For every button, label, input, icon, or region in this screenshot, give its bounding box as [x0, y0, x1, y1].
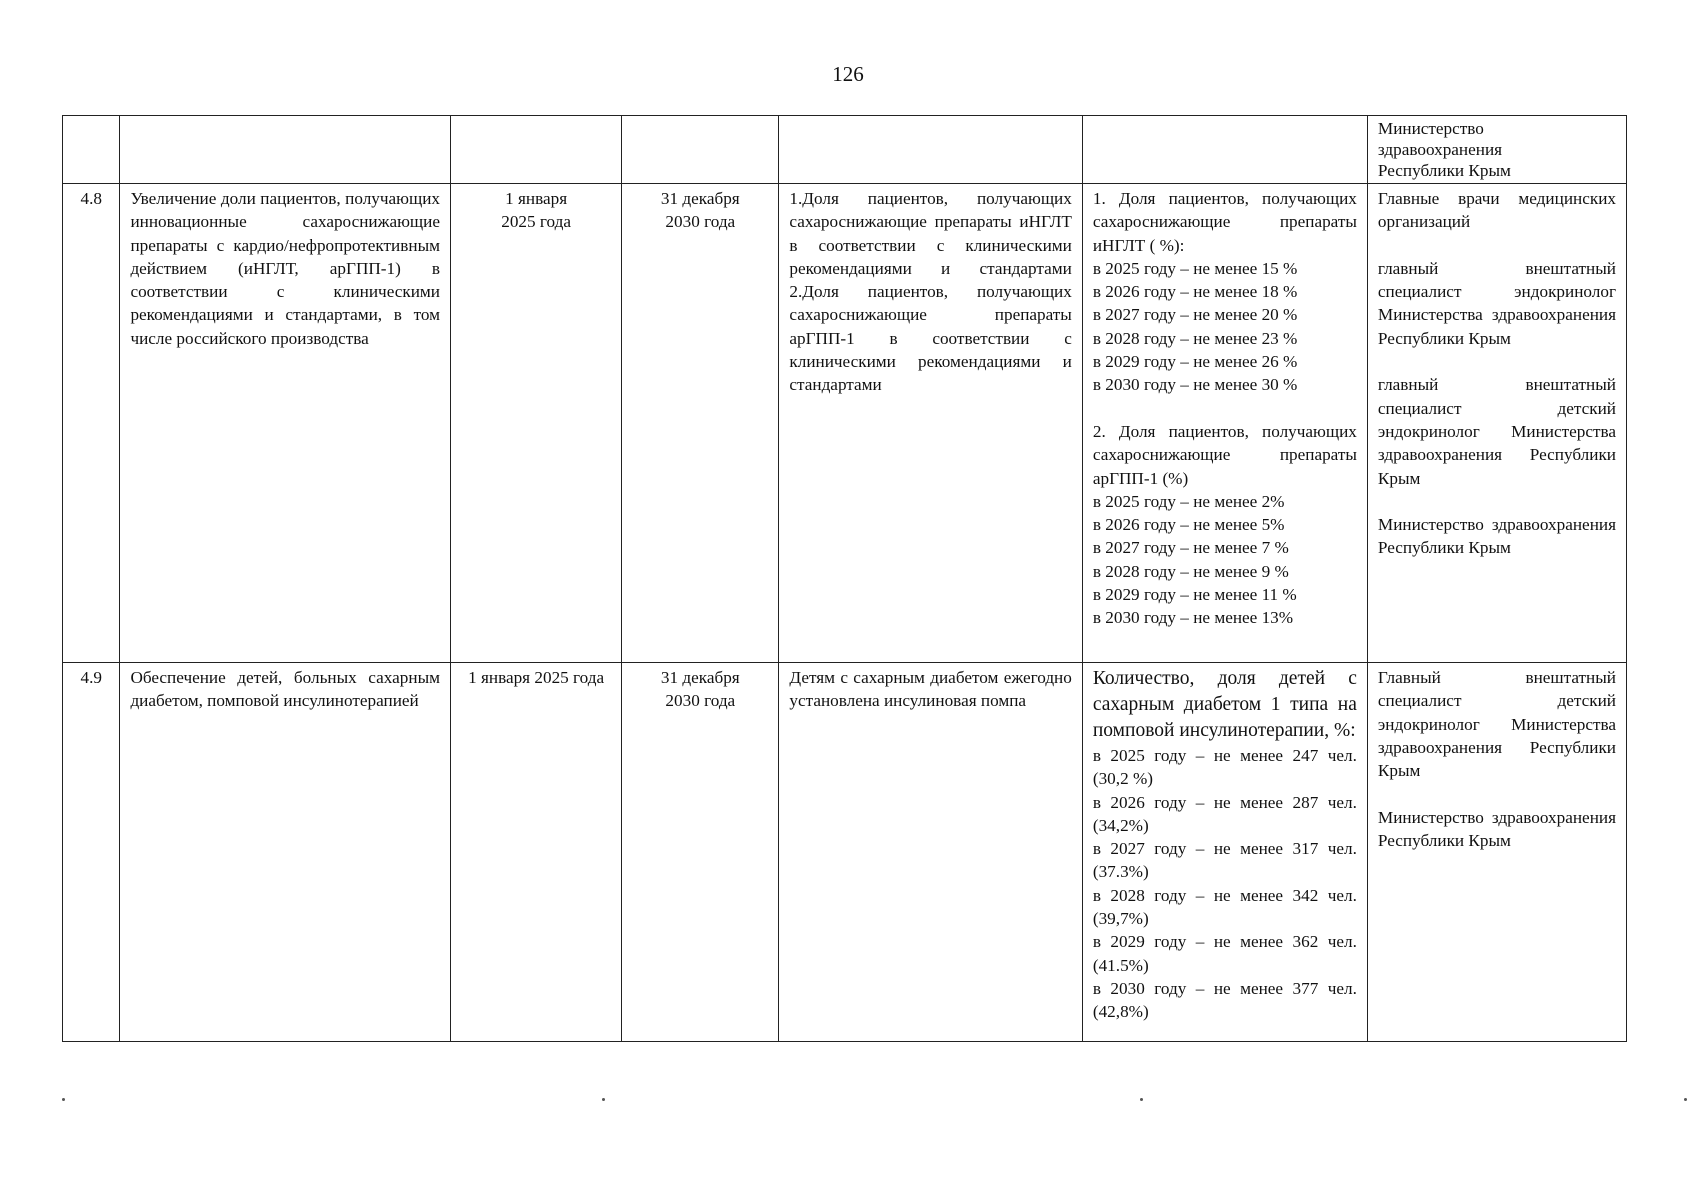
scan-speck — [602, 1098, 605, 1101]
cell-start — [451, 116, 622, 184]
end-date-line: 2030 года — [665, 212, 736, 232]
cell-name — [120, 116, 451, 184]
continuation-row — [63, 116, 1627, 184]
responsible — [1367, 663, 1626, 1042]
measures-table — [62, 115, 1627, 1042]
indicator-value: в 2025 году – не менее 2% — [1092, 491, 1285, 511]
responsible-entry: главный внештатный специалист детский эндокринолог Министерства здравоохранения Республики Крым — [1377, 375, 1616, 488]
end-date-line: 31 декабря — [660, 668, 740, 687]
cell-end — [622, 116, 779, 184]
indicator-value: в 2028 году – не менее 23 % — [1092, 328, 1298, 348]
end-date — [622, 663, 779, 1042]
indicator-title: 1. Доля пациентов, получающих сахароснижающие препараты иНГЛТ ( %): — [1092, 189, 1357, 255]
responsible-entry: Главные врачи медицинских организаций — [1377, 189, 1616, 232]
responsible — [1367, 184, 1626, 663]
cell-indicator — [1082, 116, 1367, 184]
indicator-value: в 2027 году – не менее 7 % — [1092, 538, 1289, 558]
indicator-value: в 2028 году – не менее 9 % — [1092, 561, 1289, 581]
row-number: 4.8 — [63, 184, 120, 663]
indicator-value: в 2027 году – не менее 20 % — [1092, 305, 1298, 325]
responsible-line: здравоохранения — [1377, 140, 1503, 159]
measure-name: Увеличение доли пациентов, получающих инновационные сахароснижающие препараты с кардио/нефропротективным действием (иНГЛТ, арГПП-1) в соответствии с клиническими рекомендациями и стандартами, в том числе российского производства — [120, 184, 451, 663]
responsible-line: Республики Крым — [1377, 161, 1511, 180]
spacer — [1093, 397, 1357, 420]
spacer — [1378, 490, 1616, 513]
indicator-title: 2. Доля пациентов, получающих сахароснижающие препараты арГПП-1 (%) — [1092, 421, 1357, 488]
cell-responsible — [1367, 116, 1626, 184]
responsible-entry: Министерство здравоохранения Республики Крым — [1377, 515, 1616, 558]
indicator-value: в 2028 году – не менее 342 чел.(39,7%) — [1092, 885, 1357, 929]
indicator-value: в 2029 году – не менее 11 % — [1092, 585, 1297, 605]
indicator — [1082, 184, 1367, 663]
indicator-value: в 2030 году – не менее 13% — [1092, 608, 1294, 628]
spacer — [1378, 782, 1616, 805]
page-number: 126 — [832, 62, 864, 86]
table-row — [63, 184, 1627, 663]
indicator-value: в 2029 году – не менее 26 % — [1092, 352, 1298, 372]
scan-speck — [62, 1098, 65, 1101]
indicator-value: в 2026 году – не менее 5% — [1092, 515, 1285, 535]
scan-speck — [1140, 1098, 1143, 1101]
start-date — [451, 184, 622, 663]
cell-result — [779, 116, 1082, 184]
indicator-value: в 2026 году – не менее 287 чел. (34,2%) — [1092, 792, 1357, 835]
responsible-entry: Главный внештатный специалист детский эндокринолог Министерства здравоохранения Республики Крым — [1377, 668, 1616, 781]
indicator-value: в 2025 году – не менее 15 % — [1092, 258, 1298, 278]
indicator-title: Количество, доля детей с сахарным диабетом 1 типа на помповой инсулинотерапии, %: — [1092, 668, 1357, 741]
end-date — [622, 184, 779, 663]
expected-result: 1.Доля пациентов, получающих сахароснижающие препараты иНГЛТ в соответствии с клиническими рекомендациями и стандартами 2.Доля пациентов, получающих сахароснижающие препараты арГПП-1 в соответствии с клиническими рекомендациями и стандартами — [779, 184, 1082, 663]
start-date: 1 января 2025 года — [451, 663, 622, 1042]
end-date-line: 2030 года — [665, 691, 736, 711]
row-number: 4.9 — [63, 663, 120, 1042]
responsible-entry: главный внештатный специалист эндокринолог Министерства здравоохранения Республики Крым — [1377, 258, 1616, 348]
indicator-value: в 2030 году – не менее 377 чел. (42,8%) — [1092, 978, 1357, 1022]
cell-num — [63, 116, 120, 184]
start-date-line: 1 января — [505, 189, 568, 208]
responsible-entry: Министерство здравоохранения Республики Крым — [1377, 807, 1616, 851]
indicator-value: в 2025 году – не менее 247 чел. (30,2 %) — [1092, 746, 1357, 789]
indicator-value: в 2026 году – не менее 18 % — [1092, 282, 1298, 302]
indicator-value: в 2029 году – не менее 362 чел. (41.5%) — [1092, 932, 1357, 975]
measure-name: Обеспечение детей, больных сахарным диабетом, помповой инсулинотерапией — [120, 663, 451, 1042]
indicator-value: в 2027 году – не менее 317 чел.(37.3%) — [1092, 839, 1357, 882]
start-date-line: 2025 года — [501, 212, 571, 232]
scan-speck — [1684, 1098, 1687, 1101]
table-row — [63, 663, 1627, 1042]
indicator — [1082, 663, 1367, 1042]
indicator-value: в 2030 году – не менее 30 % — [1092, 375, 1298, 395]
expected-result: Детям с сахарным диабетом ежегодно установлена инсулиновая помпа — [779, 663, 1082, 1042]
spacer — [1378, 350, 1616, 373]
responsible-line: Министерство — [1377, 119, 1484, 138]
end-date-line: 31 декабря — [660, 189, 740, 208]
spacer — [1378, 234, 1616, 257]
